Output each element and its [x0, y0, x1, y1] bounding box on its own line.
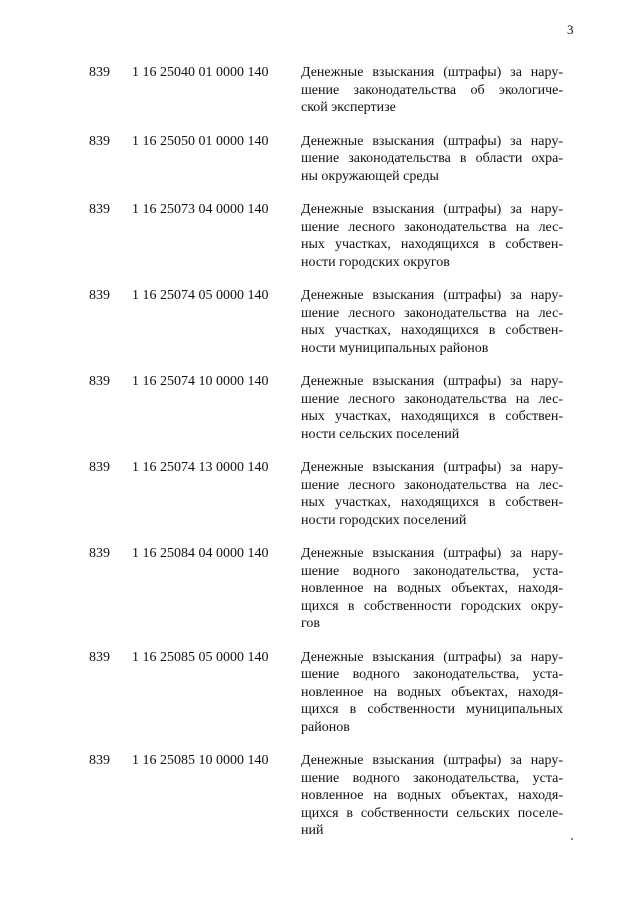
- income-description: [301, 201, 563, 271]
- income-description: [301, 373, 563, 443]
- description-line: Денежные взыскания (штрафы) за нару-: [301, 202, 563, 217]
- table-row: [0, 752, 640, 840]
- description-line: новленное на водных объектах, находя-: [301, 581, 563, 596]
- table-row: [0, 373, 640, 443]
- row-spacer: [0, 529, 640, 545]
- budget-classification-code: 1 16 25084 04 0000 140: [132, 546, 269, 561]
- description-line: щихся в собственности городских окру-: [301, 598, 563, 614]
- description-line: шение законодательства в области охра-: [301, 151, 563, 166]
- table-row: [0, 64, 640, 117]
- budget-classification-code: 1 16 25074 05 0000 140: [132, 288, 269, 303]
- description-line: новленное на водных объектах, находя-: [301, 788, 563, 803]
- description-line: ных участках, находящихся в собствен-: [301, 237, 563, 252]
- admin-code: 839: [89, 546, 110, 561]
- description-line: Денежные взыскания (штрафы) за нару-: [301, 753, 563, 768]
- description-line: щихся в собственности сельских поселе-: [301, 805, 563, 821]
- description-line: ности городских поселений: [301, 512, 467, 528]
- admin-code: 839: [89, 374, 110, 389]
- table-row: [0, 459, 640, 529]
- income-description: [301, 545, 563, 633]
- description-line: шение водного законодательства, уста-: [301, 770, 563, 786]
- row-spacer: [0, 185, 640, 201]
- page-number: 3: [567, 22, 574, 37]
- description-line: щихся в собственности муниципальных: [301, 702, 563, 717]
- row-spacer: [0, 271, 640, 287]
- admin-code: 839: [89, 753, 110, 768]
- table-row: [0, 201, 640, 271]
- fee-code-table: [0, 64, 640, 840]
- description-line: Денежные взыскания (штрафы) за нару-: [301, 374, 563, 389]
- budget-classification-code: 1 16 25040 01 0000 140: [132, 65, 269, 80]
- description-line: шение лесного законодательства на лес-: [301, 391, 563, 407]
- row-spacer: [0, 633, 640, 649]
- description-line: ний: [301, 823, 324, 838]
- description-line: ны окружающей среды: [301, 168, 439, 184]
- description-line: новленное на водных объектах, находя-: [301, 684, 563, 700]
- description-line: Денежные взыскания (штрафы) за нару-: [301, 65, 563, 80]
- admin-code: 839: [89, 460, 110, 475]
- description-line: ных участках, находящихся в собствен-: [301, 323, 563, 338]
- admin-code: 839: [89, 65, 110, 80]
- admin-code: 839: [89, 202, 110, 217]
- description-line: ных участках, находящихся в собствен-: [301, 495, 563, 510]
- scan-speck: [571, 838, 573, 840]
- budget-classification-code: 1 16 25074 10 0000 140: [132, 374, 269, 389]
- row-spacer: [0, 443, 640, 459]
- row-spacer: [0, 736, 640, 752]
- description-line: шение лесного законодательства на лес-: [301, 305, 563, 321]
- description-line: гов: [301, 616, 321, 631]
- admin-code: 839: [89, 649, 110, 665]
- description-line: районов: [301, 719, 350, 735]
- table-row: [0, 649, 640, 737]
- income-description: [301, 133, 563, 186]
- description-line: Денежные взыскания (штрафы) за нару-: [301, 288, 563, 303]
- description-line: ности сельских поселений: [301, 426, 460, 442]
- description-line: шение лесного законодательства на лес-: [301, 219, 563, 235]
- admin-code: 839: [89, 288, 110, 303]
- table-row: [0, 133, 640, 186]
- description-line: шение лесного законодательства на лес-: [301, 477, 563, 493]
- description-line: Денежные взыскания (штрафы) за нару-: [301, 546, 563, 561]
- description-line: шение водного законодательства, уста-: [301, 563, 563, 579]
- description-line: Денежные взыскания (штрафы) за нару-: [301, 649, 563, 665]
- income-description: [301, 287, 563, 357]
- table-row: [0, 545, 640, 633]
- description-line: шение водного законодательства, уста-: [301, 667, 563, 682]
- budget-classification-code: 1 16 25085 10 0000 140: [132, 753, 269, 768]
- row-spacer: [0, 357, 640, 373]
- description-line: ности муниципальных районов: [301, 340, 489, 356]
- budget-classification-code: 1 16 25073 04 0000 140: [132, 202, 269, 217]
- description-line: Денежные взыскания (штрафы) за нару-: [301, 460, 563, 475]
- income-description: [301, 64, 563, 117]
- row-spacer: [0, 117, 640, 133]
- budget-classification-code: 1 16 25085 05 0000 140: [132, 649, 269, 665]
- income-description: [301, 459, 563, 529]
- budget-classification-code: 1 16 25074 13 0000 140: [132, 460, 269, 475]
- description-line: ности городских округов: [301, 254, 450, 270]
- description-line: ных участках, находящихся в собствен-: [301, 409, 563, 424]
- income-description: [301, 649, 563, 737]
- description-line: ской экспертизе: [301, 100, 396, 115]
- admin-code: 839: [89, 133, 110, 149]
- income-description: [301, 752, 563, 840]
- table-row: [0, 287, 640, 357]
- budget-classification-code: 1 16 25050 01 0000 140: [132, 133, 269, 149]
- description-line: шение законодательства об экологиче-: [301, 82, 563, 98]
- description-line: Денежные взыскания (штрафы) за нару-: [301, 133, 563, 149]
